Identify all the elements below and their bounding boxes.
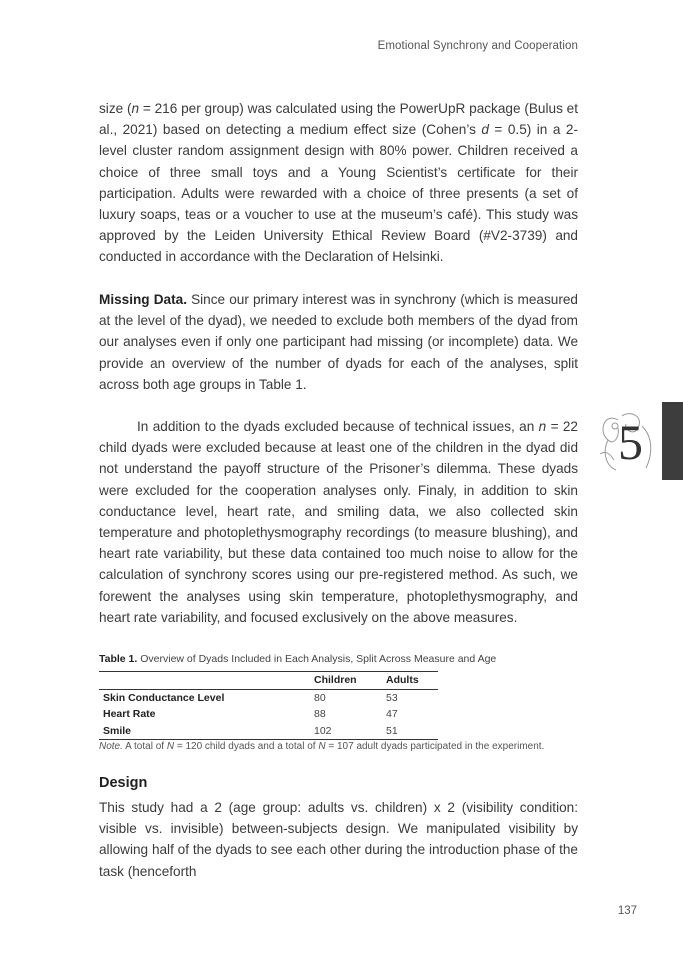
row-label: Heart Rate xyxy=(103,708,156,721)
row-label: Skin Conductance Level xyxy=(103,691,225,704)
table-note: Note. A total of N = 120 child dyads and a total of N = 107 adult dyads participated in the experiment. xyxy=(99,741,545,752)
chapter-tab xyxy=(662,402,683,480)
dyads-table xyxy=(99,671,438,740)
table-caption: Table 1. Overview of Dyads Included in Each Analysis, Split Across Measure and Age xyxy=(99,653,497,665)
table-header-row xyxy=(99,672,438,690)
table-row xyxy=(99,706,438,723)
cell-adults: 51 xyxy=(386,724,398,737)
column-header-adults: Adults xyxy=(386,674,419,687)
table-row xyxy=(99,689,438,706)
paragraph-missing-data: Missing Data. Since our primary interest was in synchrony (which is measured at the level of the dyad), we needed to exclude both members of the dyad from our analyses even if only one participant had missing (or incomplete) data. We provide an overview of the number of dyads for each of the analyses, split across both age groups in Table 1. xyxy=(99,292,578,392)
cell-adults: 53 xyxy=(386,691,398,704)
missing-data-heading: Missing Data. xyxy=(99,292,187,307)
paragraph-exclusions: In addition to the dyads excluded because of technical issues, an n = 22 child dyads were excluded because at least one of the children in the dyad did not understand the payoff structure of the Prisoner’s dilemma. These dyads were excluded for the cooperation analyses only. Finaly, in addition to skin conductance level, heart rate, and smiling data, we also collected skin temperature and photoplethysmography recordings (to measure blushing), and heart rate variability, but these data contained too much noise to allow for the calculation of synchrony scores using our pre-registered method. As such, we forewent the analyses using skin temperature, photoplethysmography, and heart rate variability, and focused exclusively on the above measures. xyxy=(99,419,578,625)
cell-children: 102 xyxy=(314,724,332,737)
running-head: Emotional Synchrony and Cooperation xyxy=(377,40,578,52)
row-label: Smile xyxy=(103,724,132,737)
chapter-number: 5 xyxy=(618,414,643,470)
paragraph-sample-size: size (n = 216 per group) was calculated using the PowerUpR package (Bulus et al., 2021) based on detecting a medium effect size (Cohen’s d = 0.5) in a 2-level cluster random assignment design with 80% power. Children received a choice of three small toys and a Young Scientist’s certificate for their participation. Adults were rewarded with a choice of three presents (a set of luxury soaps, teas or a voucher to use at the museum’s café). This study was approved by the Leiden University Ethical Review Board (#V2-3739) and conducted in accordance with the Declaration of Helsinki. xyxy=(99,101,579,265)
page-number: 137 xyxy=(617,905,637,917)
cell-adults: 47 xyxy=(386,708,398,721)
column-header-children: Children xyxy=(314,674,357,687)
chapter-marker xyxy=(598,410,660,476)
design-heading: Design xyxy=(99,775,148,791)
cell-children: 88 xyxy=(314,708,326,721)
paragraph-design: This study had a 2 (age group: adults vs. children) x 2 (visibility condition: visible vs. invisible) between-subjects design. We manipulated visibility by allowing half of the dyads to see each other during the introduction phase of the task (henceforth xyxy=(99,800,578,879)
table-row xyxy=(99,723,438,740)
cell-children: 80 xyxy=(314,691,326,704)
